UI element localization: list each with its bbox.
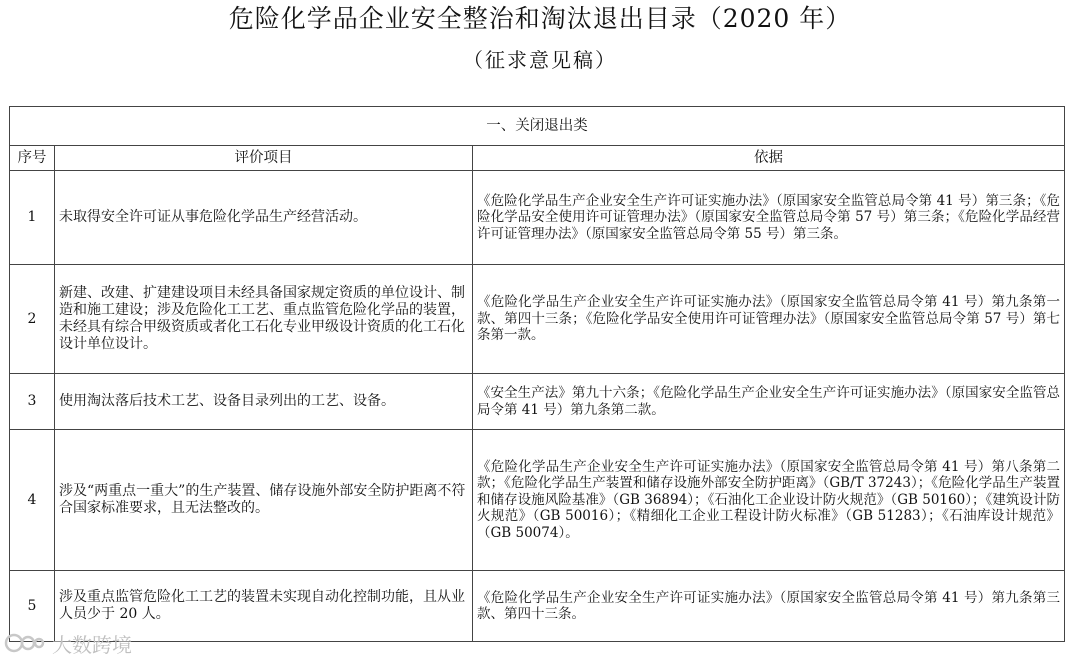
row-item: 未取得安全许可证从事危险化学品生产经营活动。 bbox=[55, 171, 473, 265]
row-seq: 5 bbox=[10, 571, 55, 642]
row-seq: 3 bbox=[10, 374, 55, 430]
row-item: 使用淘汰落后技术工艺、设备目录列出的工艺、设备。 bbox=[55, 374, 473, 430]
document-subtitle: （征求意见稿） bbox=[463, 48, 617, 72]
row-basis: 《危险化学品生产企业安全生产许可证实施办法》（原国家安全监管总局令第 41 号）第三条；《危险化学品安全使用许可证管理办法》（原国家安全监管总局令第 57 号）第三条；《危险化学品经营许可证管理办法》（原国家安全监管总局令第 55 号）第三条。 bbox=[473, 171, 1065, 265]
row-basis: 《危险化学品生产企业安全生产许可证实施办法》（原国家安全监管总局令第 41 号）第九条第三款、第四十三条。 bbox=[473, 571, 1065, 642]
row-item: 涉及重点监管危险化工工艺的装置未实现自动化控制功能，且从业人员少于 20 人。 bbox=[55, 571, 473, 642]
column-header-seq: 序号 bbox=[10, 146, 55, 171]
header-row bbox=[10, 146, 1065, 171]
row-basis: 《危险化学品生产企业安全生产许可证实施办法》（原国家安全监管总局令第 41 号）第九条第一款、第四十三条；《危险化学品安全使用许可证管理办法》（原国家安全监管总局令第 57 号）第七条第一款。 bbox=[473, 265, 1065, 374]
row-item: 新建、改建、扩建建设项目未经具备国家规定资质的单位设计、制造和施工建设；涉及危险化工工艺、重点监管危险化学品的装置，未经具有综合甲级资质或者化工石化专业甲级设计资质的化工石化设计单位设计。 bbox=[55, 265, 473, 374]
brand-logo-icon bbox=[4, 630, 48, 656]
row-seq: 4 bbox=[10, 430, 55, 571]
column-header-item: 评价项目 bbox=[55, 146, 473, 171]
table-row bbox=[10, 171, 1065, 265]
row-seq: 2 bbox=[10, 265, 55, 374]
table-row bbox=[10, 571, 1065, 642]
table-row bbox=[10, 265, 1065, 374]
section-heading: 一、关闭退出类 bbox=[10, 107, 1065, 146]
row-basis: 《安全生产法》第九十六条；《危险化学品生产企业安全生产许可证实施办法》（原国家安全监管总局令第 41 号）第九条第二款。 bbox=[473, 374, 1065, 430]
document-title: 危险化学品企业安全整治和淘汰退出目录（2020 年） bbox=[228, 4, 852, 33]
section-row bbox=[10, 107, 1065, 146]
table-row bbox=[10, 374, 1065, 430]
row-basis: 《危险化学品生产企业安全生产许可证实施办法》（原国家安全监管总局令第 41 号）第八条第二款；《危险化学品生产装置和储存设施外部安全防护距离》（GB/T 37243）；《危险化学品生产装置和储存设施风险基准》（GB 36894）；《石油化工企业设计防火规范》（GB 50160）；《建筑设计防火规范》（GB 50016）；《精细化工企业工程设计防火标准》（GB 51283）；《石油库设计规范》（GB 50074）。 bbox=[473, 430, 1065, 571]
row-item: 涉及“两重点一重大”的生产装置、储存设施外部安全防护距离不符合国家标准要求，且无法整改的。 bbox=[55, 430, 473, 571]
catalog-table bbox=[9, 106, 1065, 642]
row-seq: 1 bbox=[10, 171, 55, 265]
watermark-text: 大数跨境 bbox=[52, 632, 132, 657]
column-header-basis: 依据 bbox=[473, 146, 1065, 171]
table-row bbox=[10, 430, 1065, 571]
watermark bbox=[4, 628, 132, 658]
